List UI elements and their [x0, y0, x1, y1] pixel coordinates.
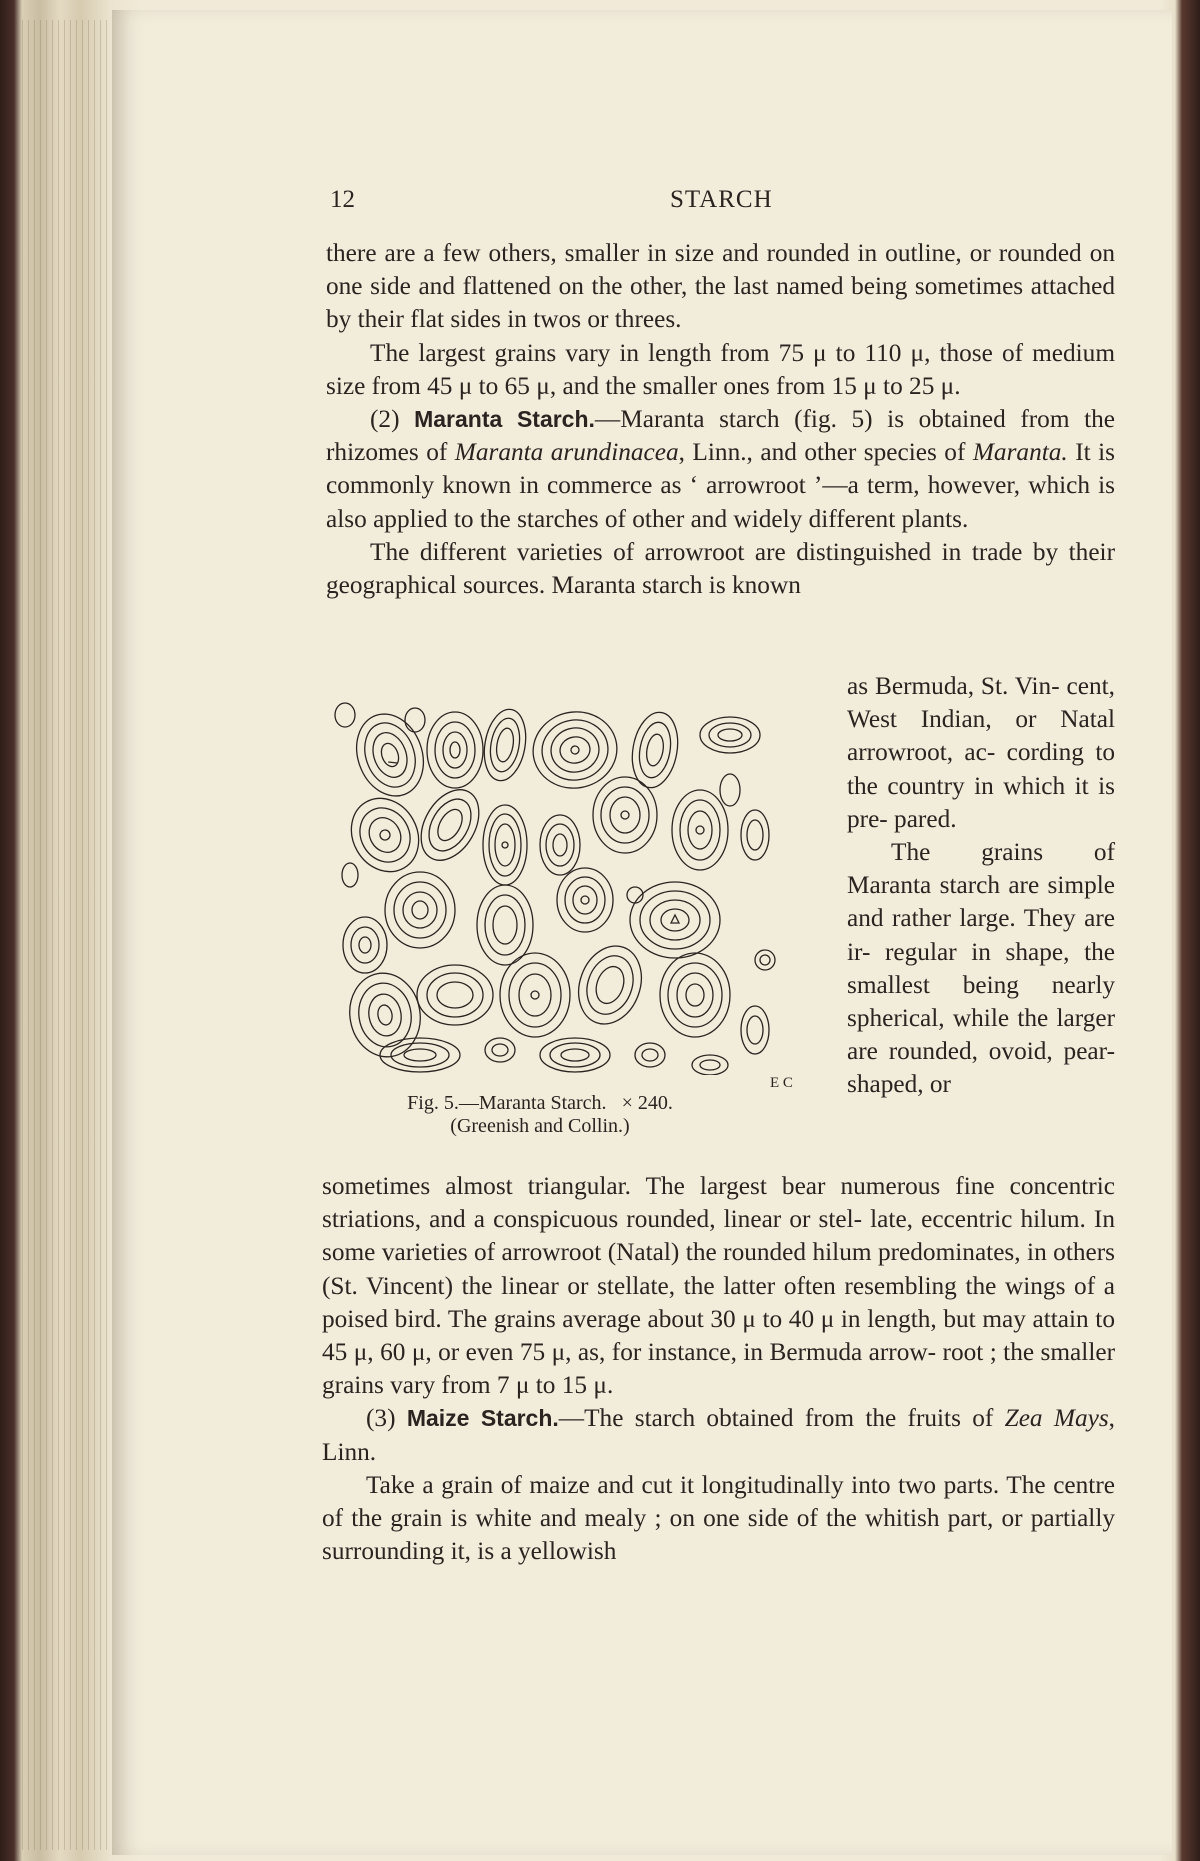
maize-number: (3) [366, 1404, 396, 1433]
starch-grain [755, 950, 775, 970]
maize-text-2: , Linn. [322, 1404, 1115, 1466]
starch-grain [338, 786, 431, 884]
body-upper [326, 237, 1115, 602]
maranta-text-2: , Linn., and other species of [678, 438, 973, 467]
starch-grain [477, 885, 533, 965]
caption-credit: (Greenish and Collin.) [450, 1115, 630, 1137]
page-number: 12 [330, 186, 355, 213]
starch-grain [380, 1038, 460, 1072]
maranta-starch-figure [325, 695, 800, 1075]
starch-grain [479, 706, 531, 784]
starch-grain [483, 805, 527, 885]
starch-grain [635, 1043, 665, 1067]
starch-grain [741, 810, 769, 860]
last-paragraph: Take a grain of maize and cut it longitudinally into two parts. The centre of the grain is white and mealy ; on one side of the whitish part, or partially surrounding it, is a yellowish [322, 1470, 1115, 1566]
varieties-paragraph: The different varieties of arrowroot are distinguished in trade by their geographical sources. Maranta starch is known [326, 537, 1115, 600]
starch-grain [720, 774, 740, 806]
starch-grain [346, 705, 435, 806]
maize-paragraph [322, 1402, 1115, 1468]
starch-grain [405, 708, 425, 732]
caption-title: Fig. 5.—Maranta Starch. [407, 1092, 607, 1114]
body-lower [322, 1170, 1115, 1568]
page-title: STARCH [670, 186, 773, 213]
grains-paragraph: sometimes almost triangular. The largest bear numerous fine concentric striations, and a conspicuous rounded, linear or stel- late, eccentric hilum. In some varieties of arrowroot (Natal) the rounded hilum predominates, in others (St. Vincent) the linear or stellate, the latter often resembling the wings of a poised bird. The grains average about 30 μ to 40 μ in length, but may attain to 45 μ, 60 μ, or even 75 μ, as, for instance, in Bermuda arrow- root ; the smaller grains vary from 7 μ to 15 μ. [322, 1172, 1115, 1400]
starch-grain [692, 1055, 728, 1075]
figure-caption [330, 1092, 750, 1138]
starch-grain [409, 780, 490, 871]
maranta-text-1: —Maranta starch (fig. 5) is obtained from the rhizomes of [326, 405, 1115, 467]
page-edges [22, 20, 112, 1850]
starch-grain [342, 863, 358, 887]
sizes-paragraph: The largest grains vary in length from 75 μ to 110 μ, those of medium size from 45 μ to 65 μ, and the smaller ones from 15 μ to 25 μ. [326, 338, 1115, 400]
starch-grain [557, 868, 613, 932]
maize-text-1: —The starch obtained from the fruits of [558, 1404, 1005, 1433]
starch-grain [343, 968, 427, 1063]
maranta-text-3: It is commonly known in commerce as ‘ arrowroot ’—a term, however, which is also applied to the starches of other and widely different plants. [326, 438, 1116, 533]
starch-grain [568, 937, 652, 1033]
maranta-number: (2) [370, 405, 400, 434]
starch-grain [540, 815, 580, 875]
starch-grain [672, 790, 728, 870]
starch-grain [343, 917, 387, 973]
maranta-paragraph [326, 403, 1115, 536]
caption-magnification: × 240. [621, 1092, 673, 1114]
side-column [847, 670, 1115, 1102]
maranta-species: Maranta arundinacea [454, 438, 679, 467]
starch-grain [427, 712, 483, 788]
starch-grain [741, 1006, 769, 1054]
starch-grain [500, 953, 570, 1037]
grains-side-text: The grains of Maranta starch are simple and rather large. They are ir- regular in shape, the smallest being nearly spherical, while the larger are rounded, ovoid, pear-shaped, or [847, 838, 1115, 1099]
starch-grain [335, 703, 355, 727]
starch-grain [700, 717, 760, 753]
top-paragraph: there are a few others, smaller in size and rounded in outline, or rounded on one side and flattened on the other, the last named being sometimes attached by their flat sides in twos or threes. [326, 239, 1115, 334]
figure-initials: E C [770, 1075, 793, 1091]
starch-grain [660, 953, 730, 1037]
starch-grain [385, 872, 455, 948]
starch-grain [593, 777, 657, 853]
starch-grain [417, 965, 493, 1025]
maize-species: Zea Mays [1004, 1404, 1109, 1433]
maranta-heading: Maranta Starch. [414, 406, 595, 433]
maize-heading: Maize Starch. [406, 1405, 559, 1432]
starch-grain [485, 1038, 515, 1062]
starch-grain [540, 1038, 610, 1072]
varieties-side-text: as Bermuda, St. Vin- cent, West Indian, or Natal arrowroot, ac- cording to the country in which it is pre- pared. [847, 672, 1115, 833]
starch-grain [527, 705, 623, 794]
maranta-genus: Maranta. [972, 438, 1068, 467]
